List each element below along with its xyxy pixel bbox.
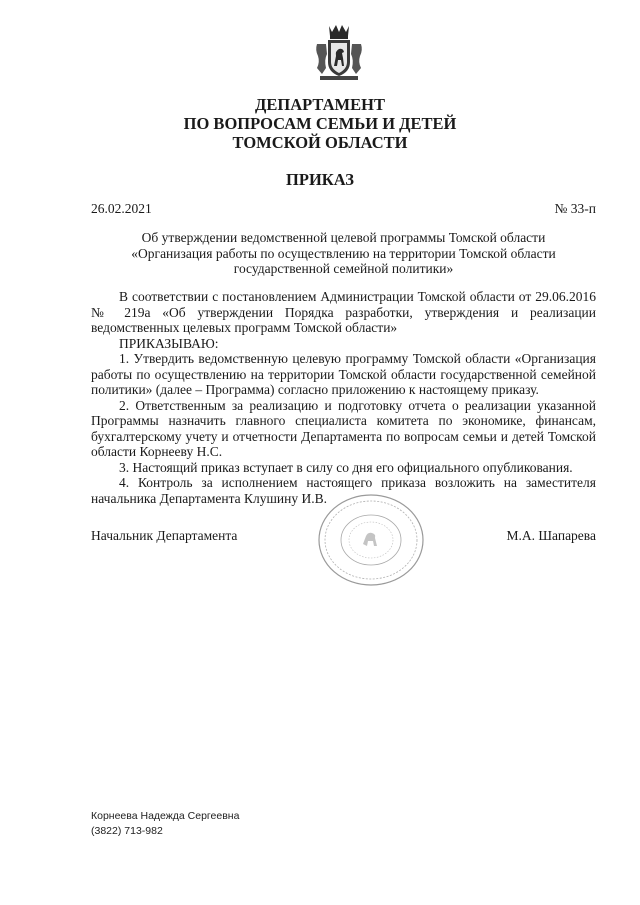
document-date: 26.02.2021 — [91, 201, 152, 216]
header-line-2: ПО ВОПРОСАМ СЕМЬИ И ДЕТЕЙ — [183, 114, 457, 133]
author-name: Корнеева Надежда Сергеевна — [91, 810, 240, 822]
document-footer — [91, 809, 239, 839]
document-subject — [91, 230, 596, 277]
subject-line-1: Об утверждении ведомственной целевой программы Томской области — [141, 230, 546, 245]
author-phone: (3822) 713-982 — [91, 825, 163, 837]
subject-line-2: «Организация работы по осуществлению на территории Томской области — [131, 245, 556, 261]
order-item-1: 1. Утвердить ведомственную целевую программу Томской области «Организация работы по осуществлению на территории Томской области государственной семейной политики» (далее – Программа) согласно приложению к настоящему приказу. — [91, 351, 596, 397]
header-line-3: ТОМСКОЙ ОБЛАСТИ — [232, 133, 408, 152]
order-word: ПРИКАЗЫВАЮ: — [119, 335, 219, 351]
document-body — [91, 289, 596, 506]
signatory-position: Начальник Департамента — [91, 528, 238, 543]
order-item-4: 4. Контроль за исполнением настоящего приказа возложить на заместителя начальника Департамента Клушину И.В. — [91, 475, 596, 506]
department-header — [0, 95, 640, 152]
signatory-name: М.А. Шапарева — [506, 528, 596, 543]
document-type-title: ПРИКАЗ — [286, 170, 354, 189]
order-item-3: 3. Настоящий приказ вступает в силу со дня его официального опубликования. — [119, 459, 573, 475]
document-number: № 33-п — [554, 201, 596, 216]
official-round-seal-icon — [316, 492, 426, 588]
tomsk-oblast-coat-of-arms-icon — [314, 24, 364, 82]
subject-line-3: государственной семейной политики» — [233, 261, 454, 276]
preamble-paragraph: В соответствии с постановлением Администрации Томской области от 29.06.2016 № 219а «Об утверждении Порядка разработки, утверждения и реализации ведомственных целевых программ Томской области» — [91, 289, 596, 335]
header-line-1: ДЕПАРТАМЕНТ — [255, 95, 385, 114]
order-item-2: 2. Ответственным за реализацию и подготовку отчета о реализации указанной Программы назначить главного специалиста комитета по экономике, финансам, бухгалтерскому учету и отчетности Департамента по вопросам семьи и детей Томской области Корнееву Н.С. — [91, 397, 596, 459]
